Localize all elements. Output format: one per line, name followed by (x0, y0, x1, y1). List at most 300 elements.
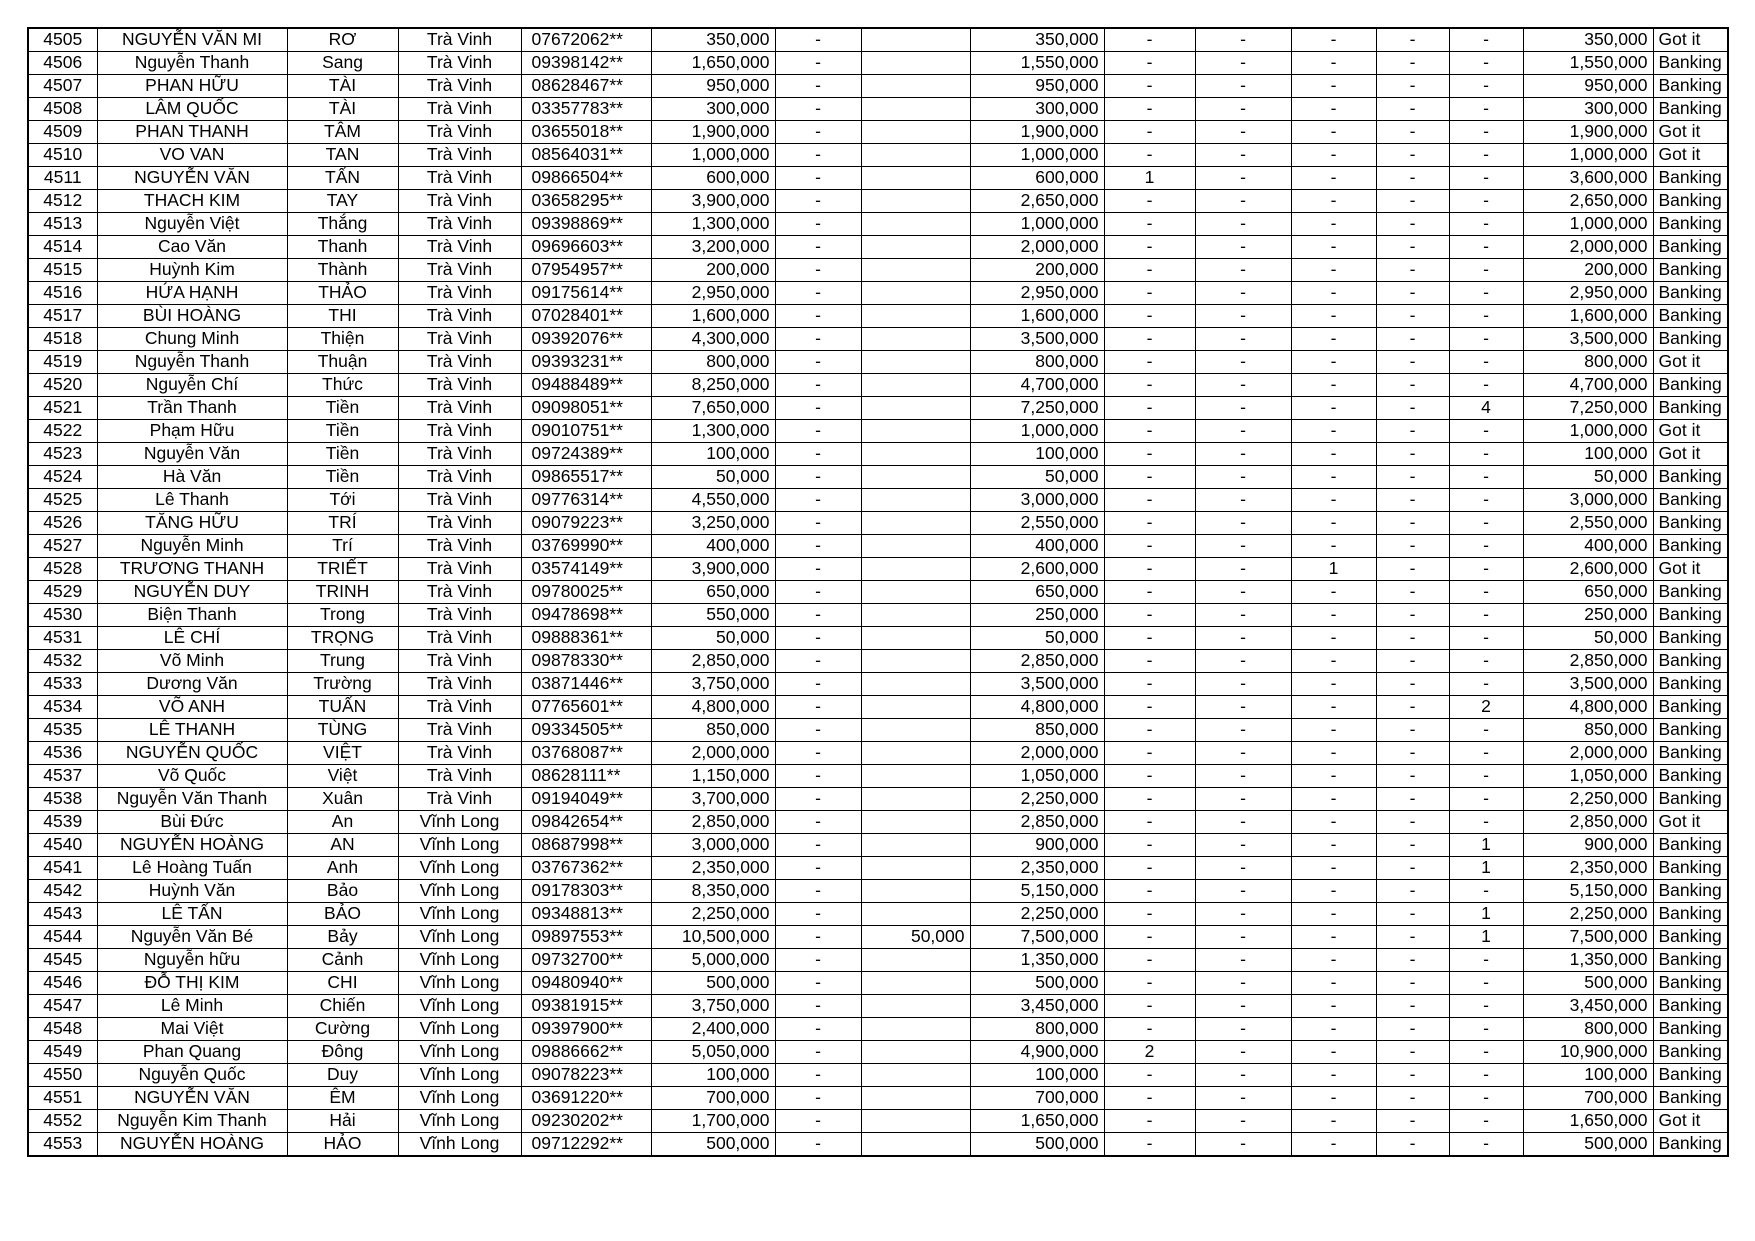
amount-cell: 2,000,000 (651, 742, 775, 765)
column-7-cell: - (775, 1064, 861, 1087)
column-7-cell: - (775, 489, 861, 512)
paid-amount-cell: 800,000 (970, 1018, 1104, 1041)
phone-cell: 09393231** (521, 351, 651, 374)
phone-cell: 09098051** (521, 397, 651, 420)
surname-cell: Cao Văn (97, 236, 287, 259)
phone-cell: 09897553** (521, 926, 651, 949)
payment-method-cell: Banking (1653, 1087, 1728, 1110)
payment-method-cell: Banking (1653, 535, 1728, 558)
count-e-cell: - (1449, 995, 1523, 1018)
count-c-cell: - (1291, 742, 1376, 765)
phone-cell: 09178303** (521, 880, 651, 903)
surname-cell: Phạm Hữu (97, 420, 287, 443)
given-name-cell: TÀI (287, 75, 398, 98)
phone-cell: 09780025** (521, 581, 651, 604)
phone-cell: 07765601** (521, 696, 651, 719)
total-cell: 2,000,000 (1523, 742, 1653, 765)
surname-cell: Nguyễn Quốc (97, 1064, 287, 1087)
column-7-cell: - (775, 627, 861, 650)
count-e-cell: - (1449, 489, 1523, 512)
count-d-cell: - (1376, 190, 1449, 213)
count-d-cell: - (1376, 765, 1449, 788)
column-8-cell (861, 328, 970, 351)
surname-cell: Nguyễn Minh (97, 535, 287, 558)
amount-cell: 4,300,000 (651, 328, 775, 351)
total-cell: 4,800,000 (1523, 696, 1653, 719)
count-c-cell: - (1291, 926, 1376, 949)
phone-cell: 08564031** (521, 144, 651, 167)
phone-cell: 07028401** (521, 305, 651, 328)
count-e-cell: - (1449, 144, 1523, 167)
table-row (28, 443, 1728, 466)
payment-method-cell: Banking (1653, 1064, 1728, 1087)
total-cell: 350,000 (1523, 28, 1653, 52)
amount-cell: 200,000 (651, 259, 775, 282)
given-name-cell: Tiền (287, 466, 398, 489)
surname-cell: Huỳnh Kim (97, 259, 287, 282)
count-d-cell: - (1376, 880, 1449, 903)
count-a-cell: - (1104, 489, 1195, 512)
surname-cell: Bùi Đức (97, 811, 287, 834)
column-7-cell: - (775, 420, 861, 443)
phone-cell: 09010751** (521, 420, 651, 443)
count-a-cell: - (1104, 443, 1195, 466)
column-7-cell: - (775, 1110, 861, 1133)
row-number-cell: 4529 (28, 581, 97, 604)
count-a-cell: - (1104, 98, 1195, 121)
province-cell: Trà Vinh (398, 512, 521, 535)
total-cell: 1,650,000 (1523, 1110, 1653, 1133)
given-name-cell: CHI (287, 972, 398, 995)
total-cell: 1,050,000 (1523, 765, 1653, 788)
paid-amount-cell: 2,600,000 (970, 558, 1104, 581)
paid-amount-cell: 900,000 (970, 834, 1104, 857)
payment-method-cell: Got it (1653, 1110, 1728, 1133)
phone-cell: 09866504** (521, 167, 651, 190)
count-e-cell: - (1449, 213, 1523, 236)
count-d-cell: - (1376, 627, 1449, 650)
count-d-cell: - (1376, 167, 1449, 190)
column-8-cell (861, 282, 970, 305)
count-a-cell: - (1104, 1110, 1195, 1133)
amount-cell: 8,250,000 (651, 374, 775, 397)
row-number-cell: 4538 (28, 788, 97, 811)
phone-cell: 09480940** (521, 972, 651, 995)
count-e-cell: 1 (1449, 857, 1523, 880)
paid-amount-cell: 3,000,000 (970, 489, 1104, 512)
amount-cell: 3,200,000 (651, 236, 775, 259)
phone-cell: 09865517** (521, 466, 651, 489)
column-8-cell (861, 949, 970, 972)
given-name-cell: THẢO (287, 282, 398, 305)
column-8-cell (861, 466, 970, 489)
row-number-cell: 4547 (28, 995, 97, 1018)
count-c-cell: - (1291, 328, 1376, 351)
table-row (28, 627, 1728, 650)
table-row (28, 650, 1728, 673)
column-7-cell: - (775, 236, 861, 259)
count-c-cell: - (1291, 397, 1376, 420)
count-d-cell: - (1376, 213, 1449, 236)
row-number-cell: 4531 (28, 627, 97, 650)
phone-cell: 09478698** (521, 604, 651, 627)
count-a-cell: - (1104, 328, 1195, 351)
column-8-cell (861, 52, 970, 75)
count-a-cell: - (1104, 903, 1195, 926)
count-b-cell: - (1195, 351, 1291, 374)
payment-method-cell: Banking (1653, 282, 1728, 305)
row-number-cell: 4517 (28, 305, 97, 328)
amount-cell: 500,000 (651, 1133, 775, 1157)
province-cell: Trà Vinh (398, 696, 521, 719)
province-cell: Trà Vinh (398, 581, 521, 604)
column-8-cell (861, 903, 970, 926)
amount-cell: 350,000 (651, 28, 775, 52)
paid-amount-cell: 2,950,000 (970, 282, 1104, 305)
payment-method-cell: Banking (1653, 880, 1728, 903)
count-a-cell: - (1104, 788, 1195, 811)
payment-method-cell: Banking (1653, 466, 1728, 489)
count-b-cell: - (1195, 857, 1291, 880)
amount-cell: 50,000 (651, 627, 775, 650)
count-e-cell: - (1449, 259, 1523, 282)
row-number-cell: 4523 (28, 443, 97, 466)
paid-amount-cell: 1,000,000 (970, 213, 1104, 236)
count-a-cell: - (1104, 512, 1195, 535)
row-number-cell: 4515 (28, 259, 97, 282)
count-b-cell: - (1195, 949, 1291, 972)
surname-cell: PHAN HỮU (97, 75, 287, 98)
row-number-cell: 4539 (28, 811, 97, 834)
table-row (28, 926, 1728, 949)
count-c-cell: - (1291, 305, 1376, 328)
province-cell: Vĩnh Long (398, 857, 521, 880)
count-a-cell: - (1104, 719, 1195, 742)
row-number-cell: 4532 (28, 650, 97, 673)
total-cell: 500,000 (1523, 1133, 1653, 1157)
surname-cell: NGUYỄN HOÀNG (97, 1133, 287, 1157)
phone-cell: 09888361** (521, 627, 651, 650)
province-cell: Trà Vinh (398, 374, 521, 397)
column-8-cell (861, 535, 970, 558)
row-number-cell: 4527 (28, 535, 97, 558)
total-cell: 1,000,000 (1523, 420, 1653, 443)
table-row (28, 719, 1728, 742)
column-8-cell (861, 1087, 970, 1110)
column-7-cell: - (775, 98, 861, 121)
count-a-cell: - (1104, 305, 1195, 328)
payment-method-cell: Banking (1653, 673, 1728, 696)
count-a-cell: - (1104, 190, 1195, 213)
count-d-cell: - (1376, 1133, 1449, 1157)
count-c-cell: - (1291, 834, 1376, 857)
column-8-cell (861, 98, 970, 121)
count-e-cell: 2 (1449, 696, 1523, 719)
total-cell: 10,900,000 (1523, 1041, 1653, 1064)
given-name-cell: Đông (287, 1041, 398, 1064)
count-a-cell: - (1104, 857, 1195, 880)
surname-cell: Nguyễn Thanh (97, 52, 287, 75)
payment-method-cell: Got it (1653, 121, 1728, 144)
count-d-cell: - (1376, 28, 1449, 52)
table-row (28, 788, 1728, 811)
column-8-cell (861, 1110, 970, 1133)
table-row (28, 811, 1728, 834)
row-number-cell: 4533 (28, 673, 97, 696)
count-c-cell: - (1291, 144, 1376, 167)
count-b-cell: - (1195, 1018, 1291, 1041)
column-8-cell (861, 880, 970, 903)
amount-cell: 800,000 (651, 351, 775, 374)
count-b-cell: - (1195, 144, 1291, 167)
phone-cell: 08628467** (521, 75, 651, 98)
amount-cell: 7,650,000 (651, 397, 775, 420)
row-number-cell: 4536 (28, 742, 97, 765)
amount-cell: 8,350,000 (651, 880, 775, 903)
table-row (28, 190, 1728, 213)
column-7-cell: - (775, 282, 861, 305)
count-a-cell: - (1104, 121, 1195, 144)
total-cell: 1,900,000 (1523, 121, 1653, 144)
paid-amount-cell: 4,700,000 (970, 374, 1104, 397)
count-b-cell: - (1195, 259, 1291, 282)
total-cell: 7,250,000 (1523, 397, 1653, 420)
amount-cell: 1,150,000 (651, 765, 775, 788)
count-b-cell: - (1195, 765, 1291, 788)
count-e-cell: - (1449, 972, 1523, 995)
column-7-cell: - (775, 949, 861, 972)
count-a-cell: - (1104, 466, 1195, 489)
column-8-cell (861, 397, 970, 420)
count-d-cell: - (1376, 834, 1449, 857)
province-cell: Vĩnh Long (398, 1018, 521, 1041)
count-b-cell: - (1195, 190, 1291, 213)
table-row (28, 282, 1728, 305)
paid-amount-cell: 1,650,000 (970, 1110, 1104, 1133)
column-8-cell (861, 558, 970, 581)
column-8-cell (861, 719, 970, 742)
count-a-cell: - (1104, 1087, 1195, 1110)
total-cell: 2,600,000 (1523, 558, 1653, 581)
given-name-cell: Tiền (287, 443, 398, 466)
paid-amount-cell: 350,000 (970, 28, 1104, 52)
surname-cell: Mai Việt (97, 1018, 287, 1041)
row-number-cell: 4549 (28, 1041, 97, 1064)
count-d-cell: - (1376, 719, 1449, 742)
payment-method-cell: Banking (1653, 719, 1728, 742)
table-row (28, 1087, 1728, 1110)
count-c-cell: - (1291, 788, 1376, 811)
province-cell: Trà Vinh (398, 604, 521, 627)
given-name-cell: Trung (287, 650, 398, 673)
count-d-cell: - (1376, 52, 1449, 75)
column-8-cell (861, 1064, 970, 1087)
province-cell: Vĩnh Long (398, 834, 521, 857)
table-row (28, 52, 1728, 75)
count-c-cell: - (1291, 627, 1376, 650)
phone-cell: 03357783** (521, 98, 651, 121)
province-cell: Trà Vinh (398, 236, 521, 259)
count-e-cell: - (1449, 190, 1523, 213)
count-a-cell: - (1104, 834, 1195, 857)
count-b-cell: - (1195, 719, 1291, 742)
surname-cell: ĐỖ THỊ KIM (97, 972, 287, 995)
total-cell: 3,600,000 (1523, 167, 1653, 190)
total-cell: 2,250,000 (1523, 788, 1653, 811)
row-number-cell: 4518 (28, 328, 97, 351)
count-d-cell: - (1376, 282, 1449, 305)
count-d-cell: - (1376, 926, 1449, 949)
count-e-cell: - (1449, 880, 1523, 903)
total-cell: 50,000 (1523, 466, 1653, 489)
table-row (28, 213, 1728, 236)
amount-cell: 10,500,000 (651, 926, 775, 949)
payment-method-cell: Banking (1653, 374, 1728, 397)
phone-cell: 09392076** (521, 328, 651, 351)
count-c-cell: - (1291, 604, 1376, 627)
province-cell: Vĩnh Long (398, 880, 521, 903)
count-e-cell: - (1449, 466, 1523, 489)
payment-method-cell: Banking (1653, 926, 1728, 949)
count-c-cell: - (1291, 719, 1376, 742)
count-e-cell: - (1449, 1133, 1523, 1157)
given-name-cell: TRÍ (287, 512, 398, 535)
count-b-cell: - (1195, 788, 1291, 811)
count-e-cell: - (1449, 512, 1523, 535)
payment-method-cell: Banking (1653, 75, 1728, 98)
paid-amount-cell: 50,000 (970, 466, 1104, 489)
given-name-cell: Hải (287, 1110, 398, 1133)
table-row (28, 673, 1728, 696)
surname-cell: THACH KIM (97, 190, 287, 213)
surname-cell: LÂM QUỐC (97, 98, 287, 121)
total-cell: 1,000,000 (1523, 144, 1653, 167)
paid-amount-cell: 700,000 (970, 1087, 1104, 1110)
paid-amount-cell: 500,000 (970, 972, 1104, 995)
table-row (28, 374, 1728, 397)
surname-cell: Nguyễn Kim Thanh (97, 1110, 287, 1133)
count-a-cell: - (1104, 259, 1195, 282)
column-7-cell: - (775, 1087, 861, 1110)
count-d-cell: - (1376, 328, 1449, 351)
amount-cell: 2,250,000 (651, 903, 775, 926)
column-7-cell: - (775, 512, 861, 535)
surname-cell: Dương Văn (97, 673, 287, 696)
column-8-cell (861, 236, 970, 259)
count-e-cell: - (1449, 604, 1523, 627)
amount-cell: 2,400,000 (651, 1018, 775, 1041)
given-name-cell: Anh (287, 857, 398, 880)
surname-cell: Hà Văn (97, 466, 287, 489)
count-a-cell: - (1104, 880, 1195, 903)
surname-cell: PHAN THANH (97, 121, 287, 144)
payment-method-cell: Banking (1653, 627, 1728, 650)
amount-cell: 3,900,000 (651, 190, 775, 213)
total-cell: 950,000 (1523, 75, 1653, 98)
phone-cell: 03767362** (521, 857, 651, 880)
total-cell: 250,000 (1523, 604, 1653, 627)
count-b-cell: - (1195, 489, 1291, 512)
count-d-cell: - (1376, 259, 1449, 282)
count-a-cell: - (1104, 696, 1195, 719)
given-name-cell: An (287, 811, 398, 834)
count-a-cell: - (1104, 1064, 1195, 1087)
paid-amount-cell: 5,150,000 (970, 880, 1104, 903)
amount-cell: 4,550,000 (651, 489, 775, 512)
province-cell: Trà Vinh (398, 305, 521, 328)
paid-amount-cell: 2,550,000 (970, 512, 1104, 535)
count-c-cell: - (1291, 512, 1376, 535)
column-8-cell (861, 972, 970, 995)
table-row (28, 604, 1728, 627)
province-cell: Vĩnh Long (398, 949, 521, 972)
column-7-cell: - (775, 1018, 861, 1041)
payment-method-cell: Banking (1653, 52, 1728, 75)
table-row (28, 765, 1728, 788)
paid-amount-cell: 800,000 (970, 351, 1104, 374)
paid-amount-cell: 3,500,000 (970, 328, 1104, 351)
given-name-cell: VIỆT (287, 742, 398, 765)
amount-cell: 400,000 (651, 535, 775, 558)
count-c-cell: - (1291, 489, 1376, 512)
row-number-cell: 4519 (28, 351, 97, 374)
given-name-cell: HẢO (287, 1133, 398, 1157)
table-row (28, 305, 1728, 328)
surname-cell: NGUYỄN VĂN (97, 167, 287, 190)
total-cell: 300,000 (1523, 98, 1653, 121)
total-cell: 2,000,000 (1523, 236, 1653, 259)
row-number-cell: 4520 (28, 374, 97, 397)
payment-method-cell: Banking (1653, 696, 1728, 719)
count-b-cell: - (1195, 1087, 1291, 1110)
count-e-cell: - (1449, 351, 1523, 374)
count-c-cell: - (1291, 52, 1376, 75)
province-cell: Vĩnh Long (398, 1133, 521, 1157)
count-c-cell: - (1291, 466, 1376, 489)
count-b-cell: - (1195, 1110, 1291, 1133)
column-8-cell (861, 1018, 970, 1041)
phone-cell: 03871446** (521, 673, 651, 696)
given-name-cell: Duy (287, 1064, 398, 1087)
count-c-cell: - (1291, 259, 1376, 282)
count-e-cell: - (1449, 1018, 1523, 1041)
total-cell: 1,550,000 (1523, 52, 1653, 75)
phone-cell: 09381915** (521, 995, 651, 1018)
count-b-cell: - (1195, 926, 1291, 949)
column-7-cell: - (775, 673, 861, 696)
province-cell: Trà Vinh (398, 190, 521, 213)
count-a-cell: - (1104, 558, 1195, 581)
paid-amount-cell: 1,000,000 (970, 420, 1104, 443)
surname-cell: LÊ CHÍ (97, 627, 287, 650)
surname-cell: TĂNG HỮU (97, 512, 287, 535)
amount-cell: 1,300,000 (651, 420, 775, 443)
column-7-cell: - (775, 75, 861, 98)
count-c-cell: 1 (1291, 558, 1376, 581)
payment-method-cell: Banking (1653, 742, 1728, 765)
phone-cell: 09842654** (521, 811, 651, 834)
column-8-cell (861, 1041, 970, 1064)
table-row (28, 144, 1728, 167)
column-8-cell (861, 650, 970, 673)
province-cell: Vĩnh Long (398, 995, 521, 1018)
count-a-cell: - (1104, 420, 1195, 443)
amount-cell: 2,850,000 (651, 811, 775, 834)
payment-method-cell: Banking (1653, 236, 1728, 259)
count-b-cell: - (1195, 581, 1291, 604)
surname-cell: NGUYỄN VĂN MI (97, 28, 287, 52)
paid-amount-cell: 2,250,000 (970, 903, 1104, 926)
